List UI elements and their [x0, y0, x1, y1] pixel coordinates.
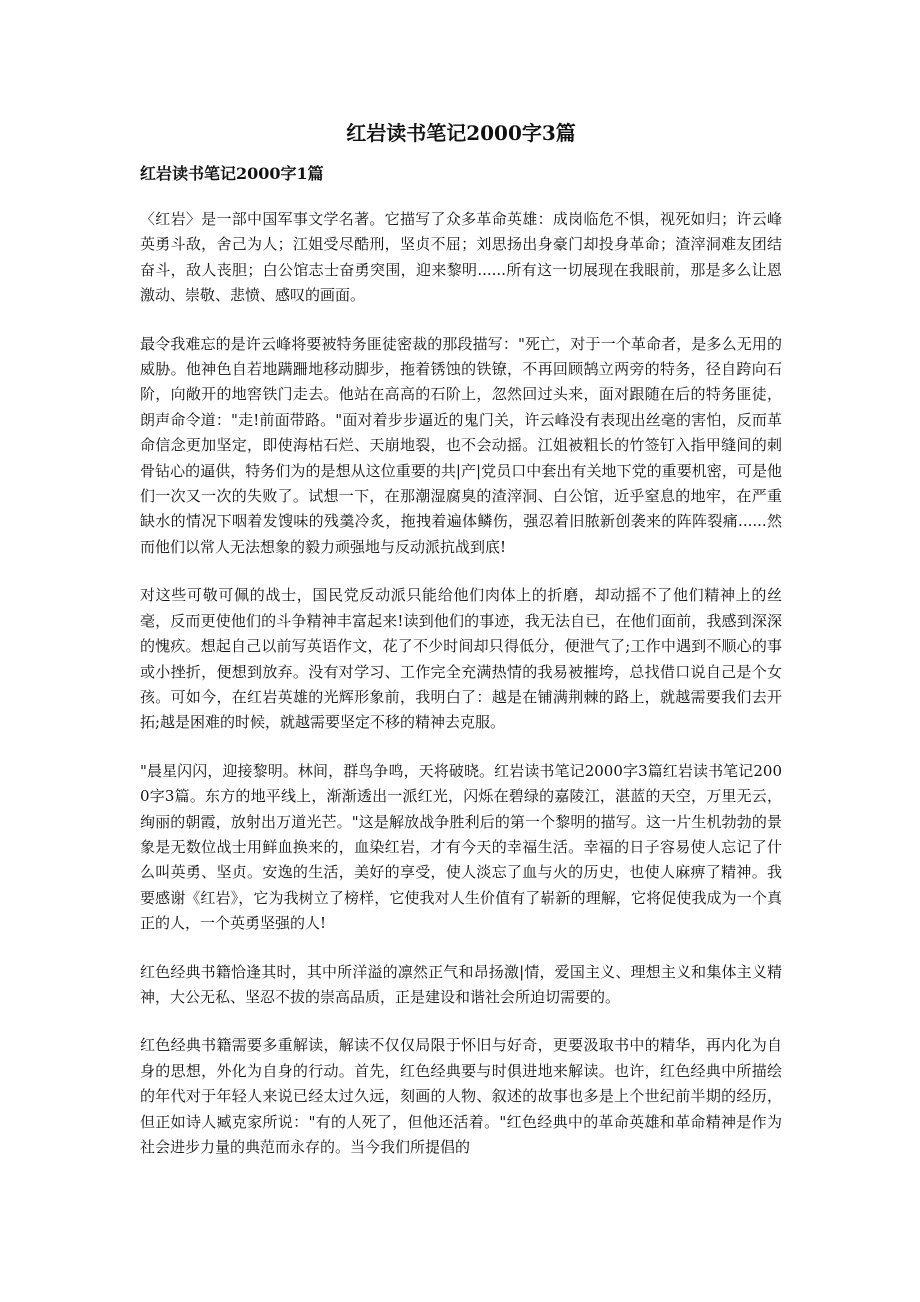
paragraph-5: 红色经典书籍恰逢其时，其中所洋溢的凛然正气和昂扬激|情，爱国主义、理想主义和集体主义精神，大公无私、坚忍不拔的崇高品质，正是建设和谐社会所迫切需要的。 [140, 962, 782, 1006]
document-title: 红岩读书笔记2000字3篇 [346, 121, 576, 145]
document-page [140, 118, 782, 1183]
paragraph-2: 最令我难忘的是许云峰将要被特务匪徒密裁的那段描写："死亡，对于一个革命者，是多么无用的威胁。他神色自若地蹒跚地移动脚步，拖着锈蚀的铁镣，不再回顾鹄立两旁的特务，径自跨向石阶，向敞开的地窖铁门走去。他站在高高的石阶上，忽然回过头来，面对跟随在后的特务匪徒，朗声命令道："走!前面带路。"面对着步步逼近的鬼门关，许云峰没有表现出丝毫的害怕，反而革命信念更加坚定，即使海枯石烂、天崩地裂，也不会动摇。江姐被粗长的竹签钉入指甲缝间的刺骨钻心的逼供，特务们为的是想从这位重要的共|产|党员口中套出有关地下党的重要机密，可是他们一次又一次的失败了。试想一下，在那潮湿腐臭的渣滓洞、白公馆，近乎窒息的地牢，在严重缺水的情况下咽着发馊味的残羹冷炙，拖拽着遍体鳞伤，强忍着旧脓新创袭来的阵阵裂痛......然而他们以常人无法想象的毅力顽强地与反动派抗战到底! [140, 334, 782, 556]
section-title: 红岩读书笔记2000字1篇 [140, 164, 324, 183]
paragraph-3: 对这些可敬可佩的战士，国民党反动派只能给他们肉体上的折磨，却动摇不了他们精神上的丝毫，反而更使他们的斗争精神丰富起来!读到他们的事迹，我无法自已，在他们面前，我感到深深的愧疚。想起自己以前写英语作文，花了不少时间却只得低分，便泄气了;工作中遇到不顺心的事或小挫折，便想到放弃。没有对学习、工作完全充满热情的我易被摧垮，总找借口说自己是个女孩。可如今，在红岩英雄的光辉形象前，我明白了：越是在铺满荆棘的路上，就越需要我们去开拓;越是困难的时候，就越需要坚定不移的精神去克服。 [140, 586, 782, 732]
paragraph-1: 〈红岩〉是一部中国军事文学名著。它描写了众多革命英雄：成岗临危不惧，视死如归；许云峰英勇斗敌，舍己为人；江姐受尽酷刑，坚贞不屈；刘思扬出身豪门却投身革命；渣滓洞难友团结奋斗，敌人丧胆；白公馆志士奋勇突围，迎来黎明......所有这一切展现在我眼前，那是多么让恩激动、崇敬、悲愤、感叹的画面。 [140, 210, 782, 305]
paragraph-4: "晨星闪闪，迎接黎明。林间，群鸟争鸣，天将破晓。红岩读书笔记2000字3篇红岩读书笔记2000字3篇。东方的地平线上，渐渐透出一派红光，闪烁在碧绿的嘉陵江，湛蓝的天空，万里无云，绚丽的朝霞，放射出万道光芒。"这是解放战争胜利后的第一个黎明的描写。这一片生机勃勃的景象是无数位战士用鲜血换来的，血染红岩，才有今天的幸福生活。幸福的日子容易使人忘记了什么叫英勇、坚贞。安逸的生活，美好的享受，使人淡忘了血与火的历史，也使人麻痹了精神。我要感谢《红岩》，它为我树立了榜样，它使我对人生价值有了崭新的理解，它将促使我成为一个真正的人，一个英勇坚强的人! [140, 761, 782, 933]
paragraph-6: 红色经典书籍需要多重解读，解读不仅仅局限于怀旧与好奇，更要汲取书中的精华，再内化为自身的思想，外化为自身的行动。首先，红色经典要与时俱进地来解读。也许，红色经典中所描绘的年代对于年轻人来说已经太过久远，刻画的人物、叙述的故事也多是上个世纪前半期的经历，但正如诗人臧克家所说："有的人死了，但他还活着。"红色经典中的革命英雄和革命精神是作为社会进步力量的典范而永存的。当今我们所提倡的 [140, 1036, 782, 1156]
